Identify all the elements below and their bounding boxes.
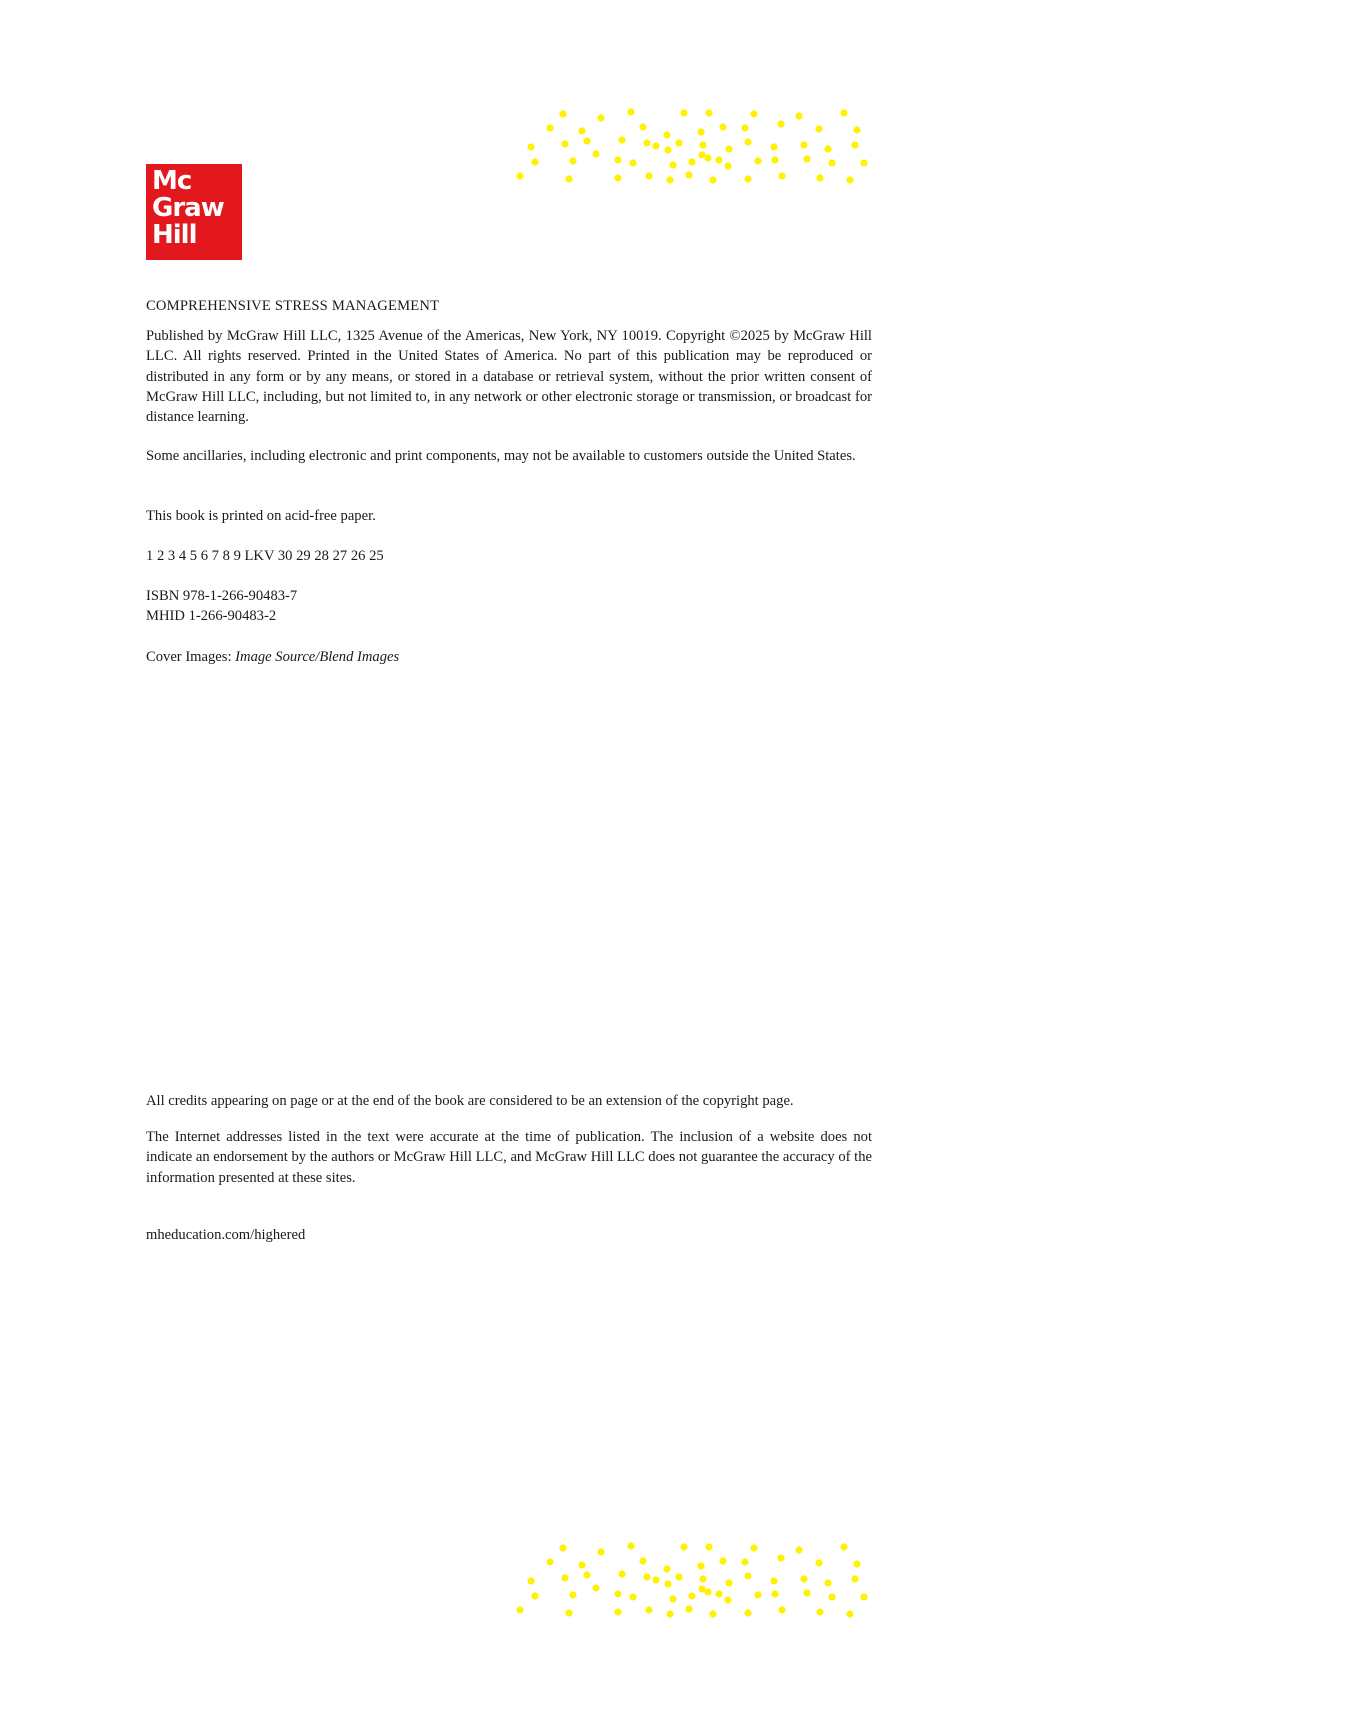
decorative-dot [715,156,722,163]
decorative-dot [860,159,867,166]
decorative-dot [583,137,590,144]
decorative-dot [569,1591,576,1598]
decorative-dot [725,145,732,152]
decorative-dot [744,138,751,145]
decorative-dot [559,110,566,117]
decorative-dot [592,150,599,157]
acid-free-block [146,506,872,526]
decorative-dot [680,109,687,116]
decorative-dot [744,1572,751,1579]
decorative-dot [569,157,576,164]
decorative-dot [699,141,706,148]
decorative-dot [578,127,585,134]
decorative-dot [688,1592,695,1599]
mcgraw-hill-logo [146,164,242,260]
decorative-dot [777,120,784,127]
decorative-dot [846,1610,853,1617]
decorative-dot [851,1575,858,1582]
decorative-dot [697,128,704,135]
decorative-dot [725,1579,732,1586]
decorative-dot [527,1577,534,1584]
decorative-dot [709,176,716,183]
decorative-dot [531,1592,538,1599]
decorative-dot [614,156,621,163]
decorative-dot [824,145,831,152]
decorative-dot [645,172,652,179]
book-title: COMPREHENSIVE STRESS MANAGEMENT [146,298,440,314]
decorative-dot [824,1579,831,1586]
decorative-dot [770,1577,777,1584]
decorative-dot [531,158,538,165]
decorative-dot [724,162,731,169]
decorative-dot [851,141,858,148]
decorative-dot [705,109,712,116]
decorative-dot [853,126,860,133]
decorative-dot [627,1542,634,1549]
decorative-dot [815,1559,822,1566]
decorative-dot [816,174,823,181]
internet-block [146,1127,872,1188]
decorative-dot [719,123,726,130]
logo-line-graw: Graw [152,193,224,223]
decorative-dot [669,1595,676,1602]
decorative-dot [771,1590,778,1597]
decorative-dot [614,1608,621,1615]
decorative-dot [614,174,621,181]
decorative-dot [597,114,604,121]
decorative-dot [754,1591,761,1598]
decorative-dot [803,1589,810,1596]
decorative-dot [666,176,673,183]
print-run-line: 1 2 3 4 5 6 7 8 9 LKV 30 29 28 27 26 25 [146,548,384,564]
decorative-dot [666,1610,673,1617]
decorative-dot [643,1573,650,1580]
decorative-dot [643,139,650,146]
mhid-line: MHID 1-266-90483-2 [146,608,277,625]
publisher-paragraph: Published by McGraw Hill LLC, 1325 Avenue of the Americas, New York, NY 10019. Copyright ©2025 by McGraw Hill LLC. All rights reserved. Printed in the United States of America. No part of this publication may be reproduced or distributed in any form or by any means, or stored in a database or retrieval system, without the prior written consent of McGraw Hill LLC, including, but not limited to, in any network or other electronic storage or transmission, or broadcast for distance learning. [146,328,872,426]
decorative-dot [685,1605,692,1612]
acid-free-note: This book is printed on acid-free paper. [146,508,376,524]
cover-images-credit: Image Source/Blend Images [235,649,400,665]
decorative-dot [592,1584,599,1591]
credits-block [146,1091,872,1111]
print-run-block [146,546,872,566]
website-block [146,1225,872,1245]
decorative-dot [629,1593,636,1600]
decorative-dot [546,124,553,131]
decorative-dot [629,159,636,166]
publisher-block [146,326,872,427]
decorative-dot [778,1606,785,1613]
decorative-dot [561,140,568,147]
decorative-dot [828,159,835,166]
decorative-dot [561,1574,568,1581]
internet-paragraph: The Internet addresses listed in the text were accurate at the time of publication. The inclusion of a website does not indicate an endorsement by the authors or McGraw Hill LLC, and McGraw Hill LLC does not guarantee the accuracy of the information presented at these sites. [146,1129,872,1186]
decorative-dot [516,1606,523,1613]
decorative-dot [860,1593,867,1600]
decorative-dot [565,175,572,182]
decorative-dot [828,1593,835,1600]
decorative-dot [704,154,711,161]
decorative-dot [719,1557,726,1564]
decorative-dot [697,1562,704,1569]
decorative-dot [840,109,847,116]
decorative-dot [741,124,748,131]
decorative-dot [669,161,676,168]
cover-images-line [146,647,872,667]
decorative-dot [680,1543,687,1550]
decorative-dot [704,1588,711,1595]
decorative-dot [618,136,625,143]
decorative-dot [559,1544,566,1551]
decorative-dot [627,108,634,115]
ancillaries-paragraph: Some ancillaries, including electronic and print components, may not be available to customers outside the United States. [146,448,856,464]
decorative-dot [800,1575,807,1582]
decorative-dot [744,175,751,182]
decorative-dot [853,1560,860,1567]
decorative-dot [741,1558,748,1565]
isbn-block [146,586,872,627]
decorative-dot [724,1596,731,1603]
decorative-dot [771,156,778,163]
isbn-line: ISBN 978-1-266-90483-7 [146,588,298,604]
website-link[interactable]: mheducation.com/highered [146,1227,306,1243]
decorative-dot [795,112,802,119]
decorative-dot [815,125,822,132]
decorative-dot [840,1543,847,1550]
decorative-dot [663,1565,670,1572]
yellow-dots-decoration-bottom [512,1538,872,1618]
decorative-dot [709,1610,716,1617]
title-block [146,296,872,316]
cover-images-label: Cover Images: [146,649,236,665]
decorative-dot [744,1609,751,1616]
decorative-dot [750,1544,757,1551]
decorative-dot [527,143,534,150]
decorative-dot [614,1590,621,1597]
decorative-dot [846,176,853,183]
decorative-dot [578,1561,585,1568]
decorative-dot [516,172,523,179]
decorative-dot [685,171,692,178]
decorative-dot [546,1558,553,1565]
cover-images-block [146,647,872,667]
decorative-dot [664,1580,671,1587]
decorative-dot [803,155,810,162]
decorative-dot [664,146,671,153]
decorative-dot [699,1575,706,1582]
decorative-dot [652,142,659,149]
decorative-dot [675,139,682,146]
decorative-dot [675,1573,682,1580]
decorative-dot [750,110,757,117]
decorative-dot [618,1570,625,1577]
decorative-dot [688,158,695,165]
decorative-dot [639,1557,646,1564]
decorative-dot [770,143,777,150]
dots-pattern-bottom [512,1538,872,1618]
decorative-dot [565,1609,572,1616]
decorative-dot [754,157,761,164]
decorative-dot [652,1576,659,1583]
decorative-dot [583,1571,590,1578]
yellow-dots-decoration-top [512,104,872,184]
decorative-dot [800,141,807,148]
decorative-dot [705,1543,712,1550]
decorative-dot [597,1548,604,1555]
dots-pattern-top [512,104,872,184]
decorative-dot [778,172,785,179]
decorative-dot [663,131,670,138]
decorative-dot [777,1554,784,1561]
logo-line-mc: Mc [152,166,192,196]
decorative-dot [715,1590,722,1597]
decorative-dot [639,123,646,130]
logo-line-hill: Hill [152,220,197,250]
credits-paragraph: All credits appearing on page or at the end of the book are considered to be an extension of the copyright page. [146,1093,794,1109]
decorative-dot [795,1546,802,1553]
ancillaries-block [146,446,872,466]
decorative-dot [816,1608,823,1615]
decorative-dot [645,1606,652,1613]
